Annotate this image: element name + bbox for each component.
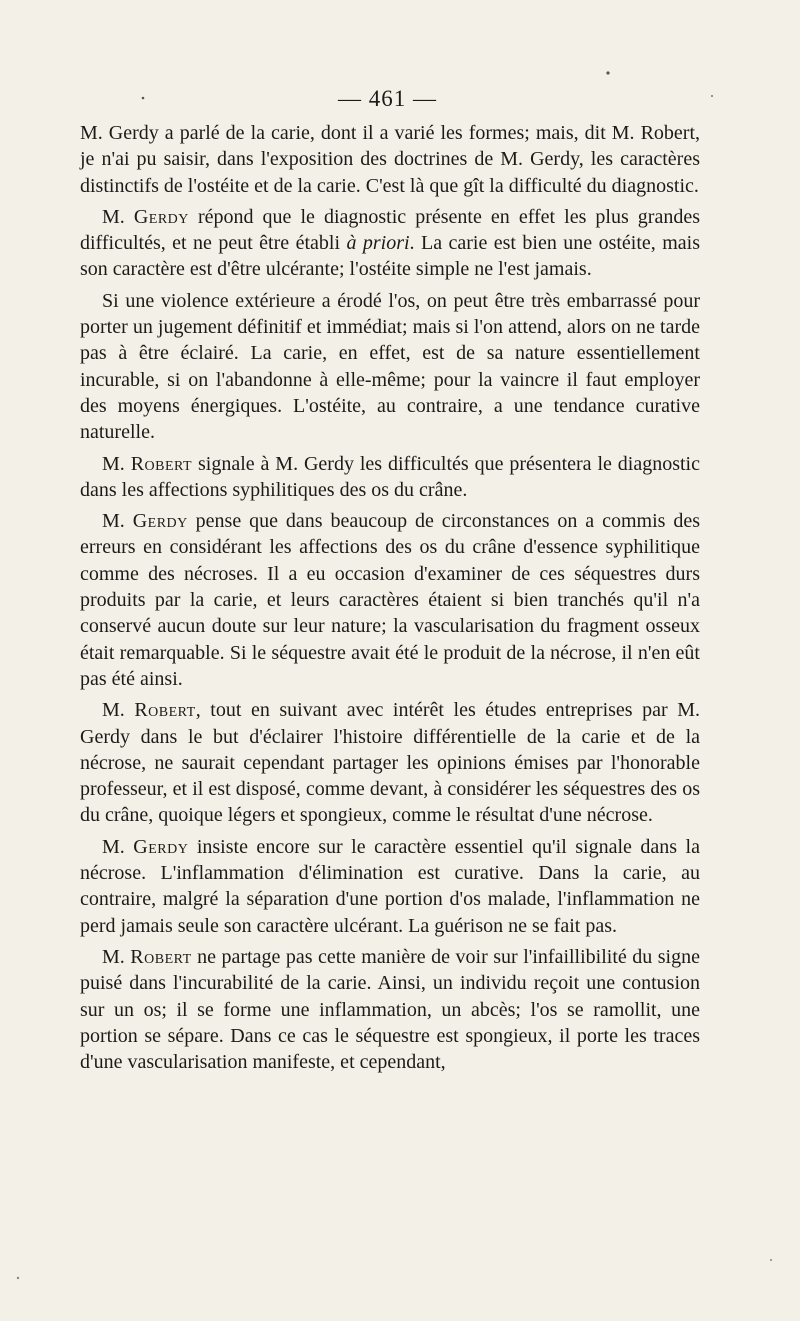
ink-speck (17, 1277, 19, 1279)
text-run: répond que le diagnostic présente en effet les plus grandes difficultés, et ne peut être établi (80, 205, 700, 255)
speaker-name: Gerdy (133, 205, 189, 228)
paragraph (80, 288, 700, 446)
paragraph (80, 451, 700, 504)
text-run: M. Gerdy a parlé de la carie, dont il a varié les formes; mais, dit M. Robert, je n'ai pu saisir, dans l'exposition des doctrines de M. Gerdy, les caractères distinctifs de l'ostéite et de la carie. C'est là que gît la difficulté du diagnostic. (80, 122, 700, 197)
ink-speck (606, 71, 609, 74)
text-run: ne partage pas cette manière de voir sur l'infaillibilité du signe puisé dans l'incurabilité de la carie. Ainsi, un individu reçoit une contusion sur un os; il se forme une inflammation, un abcès; l'os se ramollit, une portion se sépare. Dans ce cas le séquestre est spongieux, il porte les traces d'une vascularisation manifeste, et cependant, (80, 945, 700, 1074)
text-run: M. (102, 835, 134, 858)
text-run: pense que dans beaucoup de circonstances on a commis des erreurs en considérant les affections des os du crâne d'essence syphilitique comme des nécroses. Il a eu occasion d'examiner de ces séquestres durs produits par la carie, et leurs caractères étaient si bien tranchés qu'il n'a conservé aucun doute sur leur nature; la vascularisation du fragment osseux était remarquable. Si le séquestre avait été le produit de la nécrose, il n'en eût pas été ainsi. (80, 510, 700, 690)
text-run: . La carie est bien une ostéite, mais son caractère est d'être ulcérante; l'ostéite simple ne l'est jamais. (80, 232, 700, 281)
ink-speck (770, 1259, 772, 1261)
paragraph (80, 120, 700, 199)
page-number: — 461 — (338, 86, 437, 111)
paragraph (80, 697, 700, 828)
paragraph (80, 944, 700, 1075)
text-run: , tout en suivant avec intérêt les études entreprises par M. Gerdy dans le but d'éclairer l'histoire différentielle de la carie et de la nécrose, ne saurait cependant partager les opinions émises par l'honorable professeur, et il est disposé, comme devant, à considérer les séquestres des os du crâne, quoique légers et spongieux, comme le résultat d'une nécrose. (80, 699, 700, 827)
body-text (80, 120, 700, 1080)
speaker-name: Robert (130, 452, 193, 475)
text-run: signale à M. Gerdy les difficultés que présentera le diagnostic dans les affections syphilitiques des os du crâne. (80, 452, 700, 501)
paragraph (80, 204, 700, 283)
text-run: insiste encore sur le caractère essentiel qu'il signale dans la nécrose. L'inflammation d'élimination est curative. Dans la carie, au contraire, malgré la séparation d'une portion d'os malade, l'inflammation ne perd jamais seule son caractère ulcérant. La guérison ne se fait pas. (80, 835, 700, 937)
speaker-name: Robert (130, 945, 192, 968)
text-run: M. (102, 699, 135, 722)
text-run: M. (102, 945, 131, 968)
speaker-name: Robert (134, 699, 196, 722)
speaker-name: Gerdy (132, 510, 188, 533)
paragraph (80, 508, 700, 692)
text-run: M. (102, 205, 134, 228)
speaker-name: Gerdy (133, 835, 189, 858)
text-run: M. (102, 452, 131, 475)
paragraph (80, 834, 700, 939)
text-run: Si une violence extérieure a érodé l'os, on peut être très embarrassé pour porter un jugement définitif et immédiat; mais si l'on attend, alors on ne tarde pas à être éclairé. La carie, en effet, est de sa nature essentiellement incurable, si on l'abandonne à elle-même; pour la vaincre il faut employer des moyens énergiques. L'ostéite, au contraire, a une tendance curative naturelle. (80, 289, 700, 444)
text-run: M. (102, 510, 133, 533)
italic-phrase: à priori (346, 232, 410, 255)
